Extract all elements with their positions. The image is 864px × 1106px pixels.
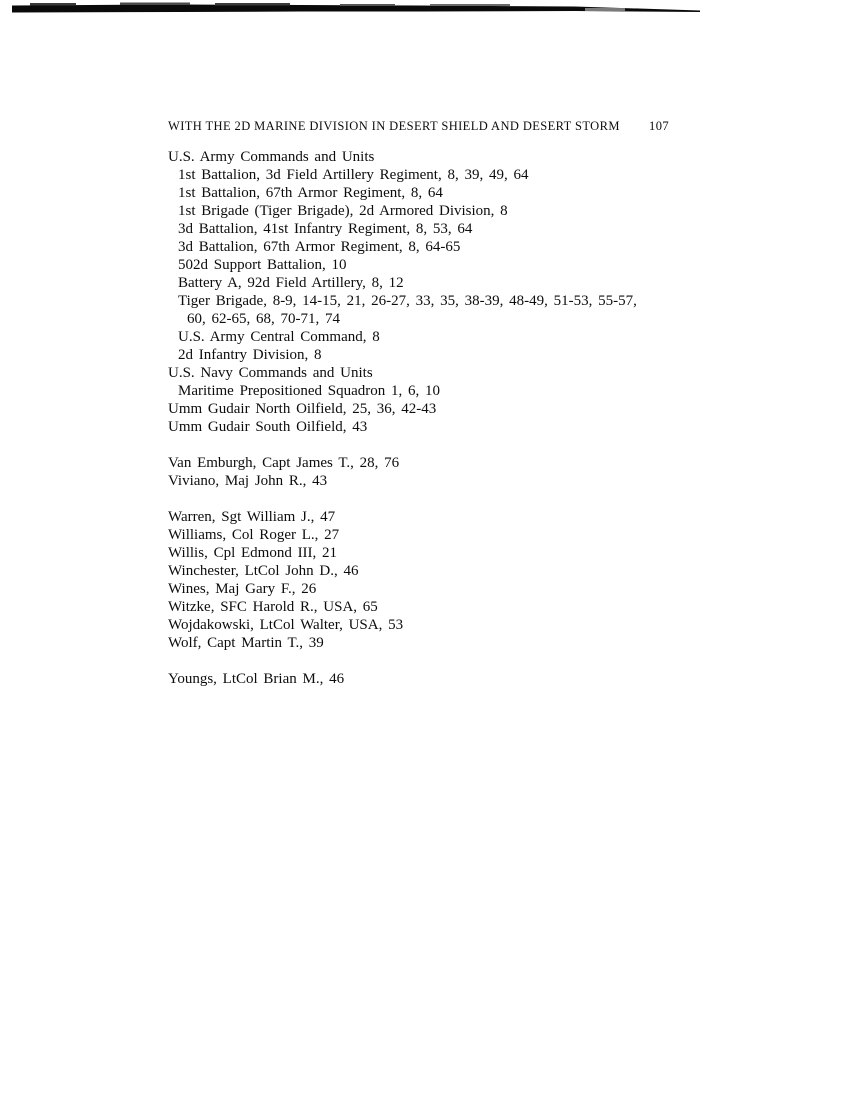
index-entry: Maritime Prepositioned Squadron 1, 6, 10 xyxy=(178,383,441,399)
index-entry: U.S. Army Central Command, 8 xyxy=(178,329,380,345)
index-entry: Tiger Brigade, 8-9, 14-15, 21, 26-27, 33, 35, 38-39, 48-49, 51-53, 55-57, xyxy=(178,293,637,309)
index-entry: 2d Infantry Division, 8 xyxy=(178,347,322,363)
index-entry: 1st Battalion, 67th Armor Regiment, 8, 64 xyxy=(178,185,443,201)
index-entry: Wolf, Capt Martin T., 39 xyxy=(168,635,324,651)
index-entry: 1st Battalion, 3d Field Artillery Regiment, 8, 39, 49, 64 xyxy=(178,167,529,183)
index-entry: Umm Gudair North Oilfield, 25, 36, 42-43 xyxy=(168,401,437,417)
index-entry: Battery A, 92d Field Artillery, 8, 12 xyxy=(178,275,404,291)
scan-artifact-bar xyxy=(0,0,864,22)
index-entry: 1st Brigade (Tiger Brigade), 2d Armored Division, 8 xyxy=(178,203,508,219)
index-entry: Williams, Col Roger L., 27 xyxy=(168,527,340,543)
index-entry: 60, 62-65, 68, 70-71, 74 xyxy=(187,311,340,327)
index-entry: Van Emburgh, Capt James T., 28, 76 xyxy=(168,455,400,471)
index-entry: U.S. Army Commands and Units xyxy=(168,149,375,165)
running-header-title: WITH THE 2D MARINE DIVISION IN DESERT SHIELD AND DESERT STORM xyxy=(168,119,620,133)
index-entry: Warren, Sgt William J., 47 xyxy=(168,509,336,525)
index-entry: Umm Gudair South Oilfield, 43 xyxy=(168,419,368,435)
index-entry: Winchester, LtCol John D., 46 xyxy=(168,563,359,579)
index-entry: Viviano, Maj John R., 43 xyxy=(168,473,328,489)
index-entry: 3d Battalion, 67th Armor Regiment, 8, 64-65 xyxy=(178,239,461,255)
page-number: 107 xyxy=(649,119,669,133)
page-header xyxy=(168,119,669,134)
index-entry: 3d Battalion, 41st Infantry Regiment, 8, 53, 64 xyxy=(178,221,473,237)
index-entry: U.S. Navy Commands and Units xyxy=(168,365,373,381)
index-entry: Wojdakowski, LtCol Walter, USA, 53 xyxy=(168,617,404,633)
index-group xyxy=(168,454,768,490)
index-entry: 502d Support Battalion, 10 xyxy=(178,257,347,273)
index-entry: Youngs, LtCol Brian M., 46 xyxy=(168,671,345,687)
index-entry: Witzke, SFC Harold R., USA, 65 xyxy=(168,599,378,615)
index-entry: Willis, Cpl Edmond III, 21 xyxy=(168,545,338,561)
index-entry: Wines, Maj Gary F., 26 xyxy=(168,581,317,597)
index-group xyxy=(168,148,768,436)
index-group xyxy=(168,508,768,652)
index-body xyxy=(168,148,768,688)
index-group xyxy=(168,670,768,688)
